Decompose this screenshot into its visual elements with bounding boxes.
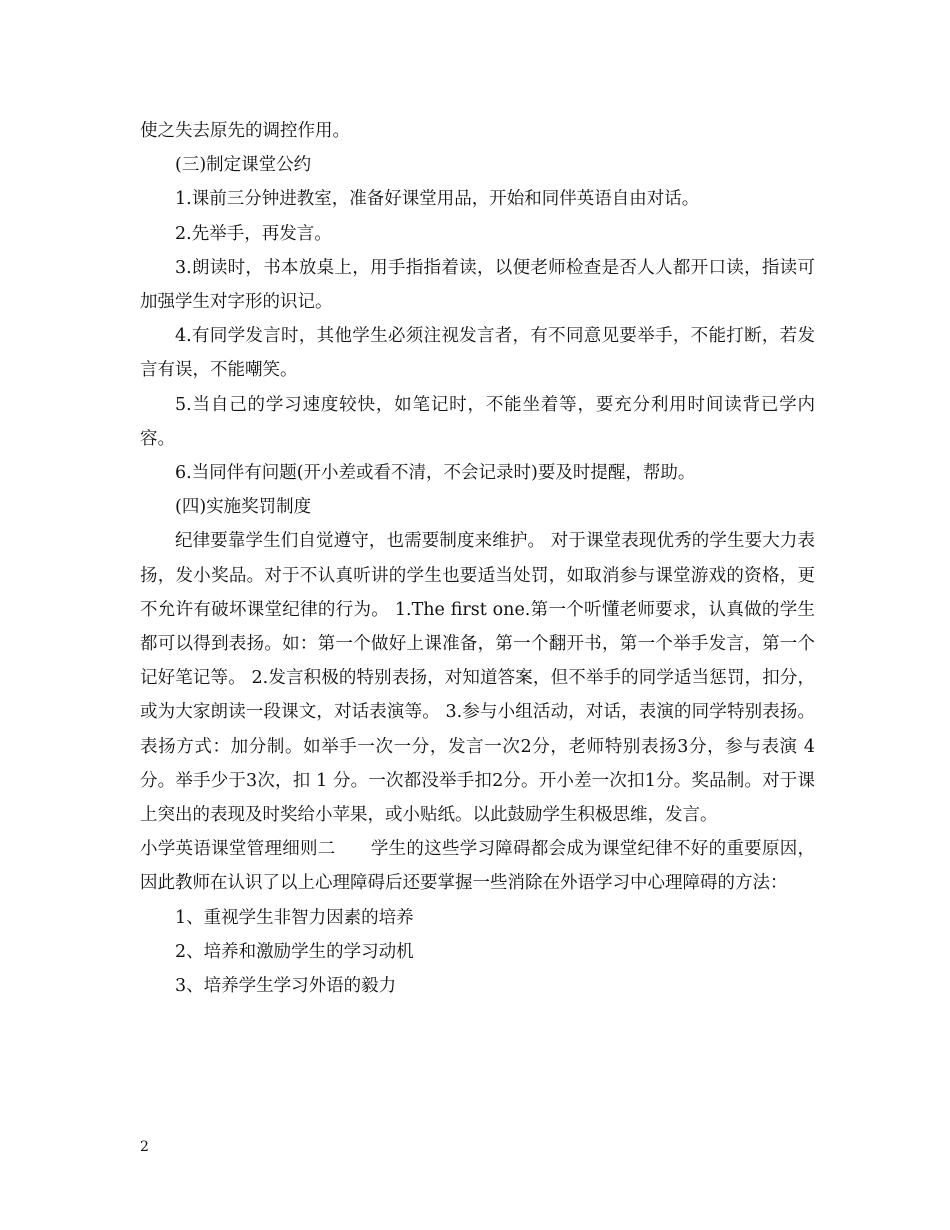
section-two-paragraph — [140, 832, 815, 900]
rule-item-3: 3.朗读时，书本放桌上，用手指指着读，以便老师检查是否人人都开口读，指读可加强学生对字形的识记。 — [140, 257, 815, 313]
document-body — [140, 114, 815, 1003]
rule-item-2: 2.先举手，再发言。 — [175, 223, 332, 244]
page-number: 2 — [140, 1139, 149, 1155]
rule-item-6: 6.当同伴有问题(开小差或看不清，不会记录时)要及时提醒，帮助。 — [175, 463, 696, 484]
rule-item-4: 4.有同学发言时，其他学生必须注视发言者，有不同意见要举手，不能打断，若发言有误，不能嘲笑。 — [140, 326, 815, 381]
method-item-2: 2、培养和激励学生的学习动机 — [175, 941, 414, 962]
reward-punishment-paragraph: 纪律要靠学生们自觉遵守，也需要制度来维护。 对于课堂表现优秀的学生要大力表扬，发小奖品。对于不认真听讲的学生也要适当处罚，如取消参与课堂游戏的资格，更不允许有破坏课堂纪律的行为。 1.The first one.第一个听懂老师要求，认真做的学生都可以得到表扬。如：第一个做好上课准备，第一个翻开书，第一个举手发言，第一个记好笔记等。 2.发言积极的特别表扬，对知道答案，但不举手的同学适当惩罚，扣分，或为大家朗读一段课文，对话表演等。 3.参与小组活动，对话，表演的同学特别表扬。表扬方式：加分制。如举手一次一分，发言一次2分，老师特别表扬3分，参与表演 4 分。举手少于3次，扣 1 分。一次都没举手扣2分。开小差一次扣1分。奖品制。对于课上突出的表现及时奖给小苹果，或小贴纸。以此鼓励学生积极思维，发言。 — [140, 531, 815, 826]
section-heading-four: (四)实施奖罚制度 — [175, 497, 312, 518]
section-two-heading: 小学英语课堂管理细则二 — [140, 839, 336, 860]
rule-item-1: 1.课前三分钟进教室，准备好课堂用品，开始和同伴英语自由对话。 — [175, 189, 700, 210]
paragraph-continuation: 使之失去原先的调控作用。 — [140, 121, 350, 141]
method-item-1: 1、重视学生非智力因素的培养 — [175, 907, 414, 928]
section-heading-three: (三)制定课堂公约 — [175, 155, 312, 176]
method-item-3: 3、培养学生学习外语的毅力 — [175, 976, 397, 997]
section-two-text: 学生的这些学习障碍都会成为课堂纪律不好的重要原因，因此教师在认识了以上心理障碍后还要掌握一些消除在外语学习中心理障碍的方法： — [140, 839, 816, 894]
rule-item-5: 5.当自己的学习速度较快，如笔记时，不能坐着等，要充分利用时间读背已学内容。 — [140, 394, 815, 449]
